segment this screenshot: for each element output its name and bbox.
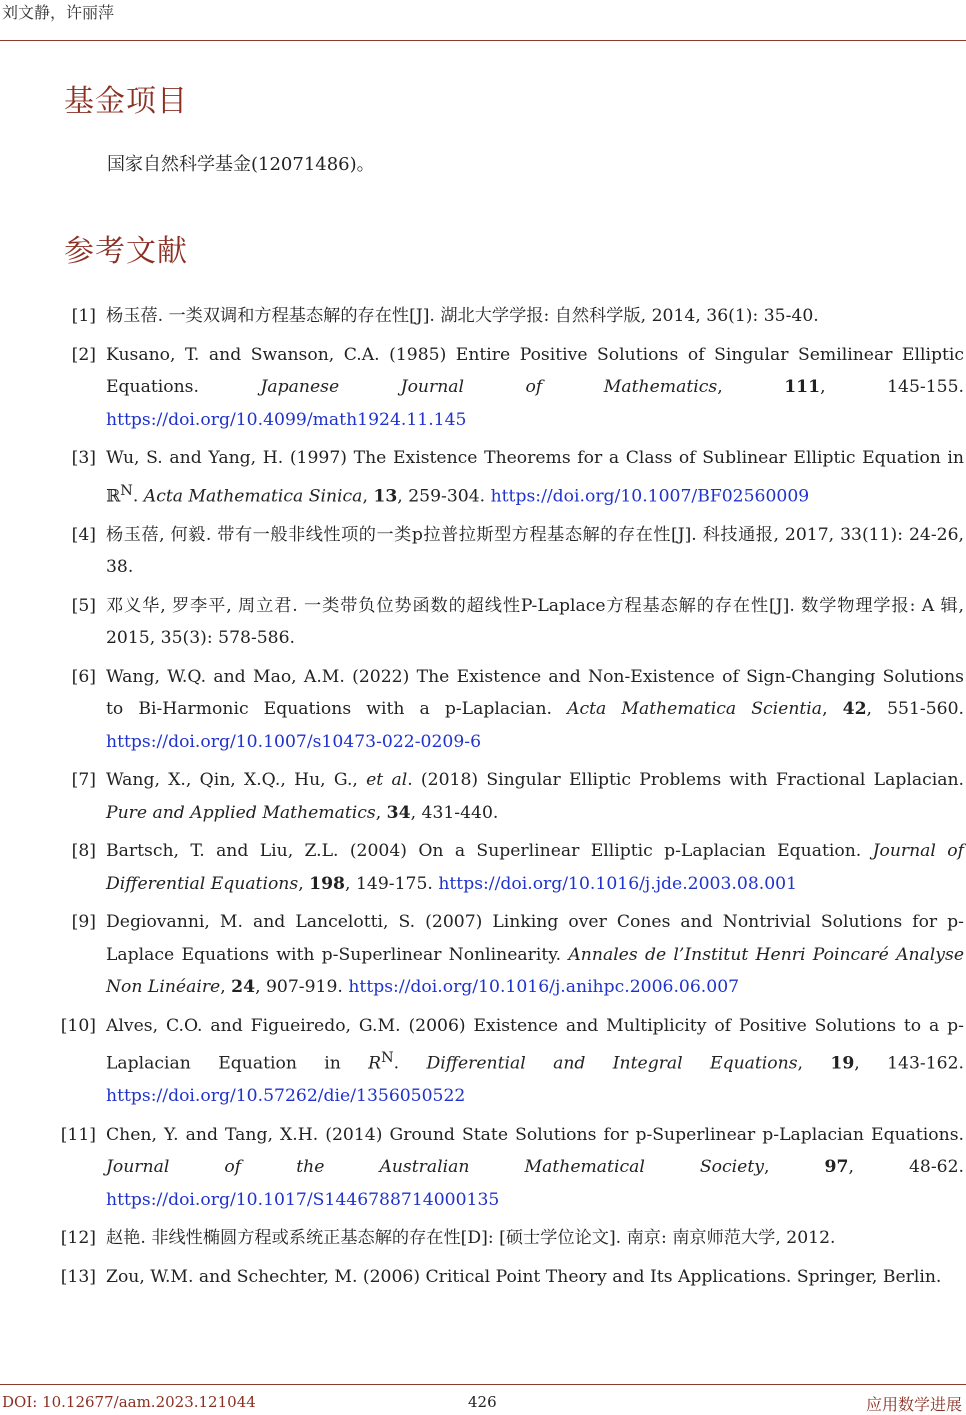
doi-link[interactable]: https://doi.org/10.1016/j.anihpc.2006.06.007 xyxy=(348,977,740,998)
reference-item xyxy=(0,339,966,437)
reference-item xyxy=(0,590,966,655)
reference-number: [13] xyxy=(60,1266,96,1287)
reference-number: [4] xyxy=(71,524,96,545)
reference-item xyxy=(0,1119,966,1217)
reference-text: , xyxy=(362,486,374,507)
reference-text: 198 xyxy=(309,873,346,894)
reference-text: Japanese Journal of Mathematics xyxy=(260,377,718,397)
reference-text: , xyxy=(822,699,843,720)
reference-text: 19 xyxy=(830,1053,855,1074)
reference-text: , 907-919. xyxy=(255,977,349,998)
reference-text: et al xyxy=(366,770,408,791)
reference-text: 赵艳. 非线性椭圆方程或系统正基态解的存在性[D]: [硕士学位论文]. 南京: 南京师范大学, 2012. xyxy=(106,1228,836,1249)
reference-number: [10] xyxy=(60,1015,96,1036)
reference-number: [1] xyxy=(71,306,96,326)
references-section-title: 参考文献 xyxy=(64,234,188,269)
reference-text: R xyxy=(368,1053,382,1074)
reference-item xyxy=(0,1010,966,1113)
reference-item xyxy=(0,1222,966,1255)
reference-text: 111 xyxy=(784,377,821,397)
reference-text: Wang, W.Q. and Mao, A.M. (2022) The Existence and Non-Existence of Sign-Changing Solutions to Bi-Harmonic Equations with a p-Laplacian. xyxy=(106,666,964,720)
reference-number: [2] xyxy=(71,344,96,365)
reference-text: , xyxy=(375,802,387,823)
reference-text: Acta Mathematica Scientia xyxy=(567,699,823,720)
reference-text: 13 xyxy=(373,486,398,507)
reference-item xyxy=(0,300,966,333)
reference-text: Wu, S. and Yang, H. (1997) The Existence Theorems for a Class of Sublinear Elliptic Equation in ℝ xyxy=(106,448,964,507)
reference-text: . xyxy=(132,486,144,507)
reference-number: [8] xyxy=(71,841,96,862)
reference-item xyxy=(0,442,966,513)
doi-link[interactable]: https://doi.org/10.1007/BF02560009 xyxy=(490,486,810,507)
reference-list xyxy=(0,300,966,1299)
reference-number: [6] xyxy=(71,666,96,687)
reference-item xyxy=(0,519,966,584)
doi-link[interactable]: https://doi.org/10.57262/die/1356050522 xyxy=(106,1086,466,1107)
reference-text: Journal of Differential Equations xyxy=(106,841,964,894)
reference-text: , 431-440. xyxy=(410,802,499,823)
fund-text: 国家自然科学基金(12071486)。 xyxy=(107,154,375,175)
footer-doi[interactable]: DOI: 10.12677/aam.2023.121044 xyxy=(2,1393,256,1411)
reference-text: Alves, C.O. and Figueiredo, G.M. (2006) Existence and Multiplicity of Positive Solutions to a p-Laplacian Equation in xyxy=(106,1015,964,1074)
reference-text: , 551-560. xyxy=(866,699,964,720)
journal-name: 应用数学进展 xyxy=(865,1395,962,1414)
reference-number: [3] xyxy=(71,448,96,468)
reference-text: Wang, X., Qin, X.Q., Hu, G., xyxy=(106,770,367,791)
reference-text: 杨玉蓓. 一类双调和方程基态解的存在性[J]. 湖北大学学报: 自然科学版, 2014, 36(1): 35-40. xyxy=(106,306,819,326)
reference-text: N xyxy=(381,1050,394,1067)
reference-text: N xyxy=(120,482,133,499)
reference-text: , xyxy=(763,1157,825,1178)
header-rule xyxy=(0,40,966,41)
doi-link[interactable]: https://doi.org/10.4099/math1924.11.145 xyxy=(106,409,467,430)
header-authors: 刘文静，许丽萍 xyxy=(2,3,115,22)
reference-text: , xyxy=(717,377,785,397)
reference-text: , 143-162. xyxy=(854,1053,964,1074)
reference-text: Journal of the Australian Mathematical Society xyxy=(106,1157,764,1178)
footer-rule xyxy=(0,1384,966,1385)
reference-text: , 149-175. xyxy=(345,873,439,894)
reference-number: [9] xyxy=(71,912,96,933)
reference-text: Kusano, T. and Swanson, C.A. (1985) Entire Positive Solutions of Singular Semilinear Elliptic Equations. xyxy=(106,344,964,397)
reference-text: , 145-155. xyxy=(820,377,964,397)
reference-text: , xyxy=(298,873,310,894)
reference-text: , 259-304. xyxy=(397,486,491,507)
page-number: 426 xyxy=(468,1393,497,1411)
reference-text: , xyxy=(220,977,232,998)
reference-text: Differential and Integral Equations xyxy=(426,1053,798,1074)
reference-number: [12] xyxy=(60,1228,96,1249)
reference-item xyxy=(0,835,966,900)
reference-text: Bartsch, T. and Liu, Z.L. (2004) On a Superlinear Elliptic p-Laplacian Equation. xyxy=(106,841,873,862)
reference-text: . (2018) Singular Elliptic Problems with Fractional Laplacian. xyxy=(407,770,964,791)
reference-text: . xyxy=(393,1053,427,1074)
reference-text: Pure and Applied Mathematics xyxy=(106,802,376,823)
reference-item xyxy=(0,764,966,829)
reference-text: Chen, Y. and Tang, X.H. (2014) Ground State Solutions for p-Superlinear p-Laplacian Equations. xyxy=(106,1124,964,1145)
reference-text: 邓义华, 罗李平, 周立君. 一类带负位势函数的超线性P-Laplace方程基态解的存在性[J]. 数学物理学报: A 辑, 2015, 35(3): 578-586. xyxy=(106,595,964,649)
reference-number: [11] xyxy=(60,1124,96,1145)
reference-text: , xyxy=(797,1053,831,1074)
reference-number: [5] xyxy=(71,595,96,616)
reference-text: 24 xyxy=(231,977,256,998)
doi-link[interactable]: https://doi.org/10.1016/j.jde.2003.08.001 xyxy=(438,873,798,894)
reference-text: 杨玉蓓, 何毅. 带有一般非线性项的一类p拉普拉斯型方程基态解的存在性[J]. 科技通报, 2017, 33(11): 24-26, 38. xyxy=(106,524,964,578)
reference-text: Annales de l’Institut Henri Poincaré Analyse Non Linéaire xyxy=(106,944,964,998)
reference-item xyxy=(0,661,966,759)
reference-item xyxy=(0,1261,966,1294)
doi-link[interactable]: https://doi.org/10.1007/s10473-022-0209-6 xyxy=(106,731,482,752)
doi-link[interactable]: https://doi.org/10.1017/S1446788714000135 xyxy=(106,1189,500,1210)
reference-text: Acta Mathematica Sinica xyxy=(143,486,363,507)
reference-text: , 48-62. xyxy=(848,1157,964,1178)
reference-number: [7] xyxy=(71,770,96,791)
reference-text: 97 xyxy=(824,1157,849,1178)
reference-text: Degiovanni, M. and Lancelotti, S. (2007) Linking over Cones and Nontrivial Solutions for p-Laplace Equations with p-Superlinear Nonlinearity. xyxy=(106,912,964,965)
reference-text: Zou, W.M. and Schechter, M. (2006) Critical Point Theory and Its Applications. Springer, Berlin. xyxy=(106,1266,942,1287)
fund-section-title: 基金项目 xyxy=(64,84,188,119)
reference-text: 42 xyxy=(842,699,867,720)
reference-text: 34 xyxy=(386,802,411,823)
reference-item xyxy=(0,906,966,1004)
